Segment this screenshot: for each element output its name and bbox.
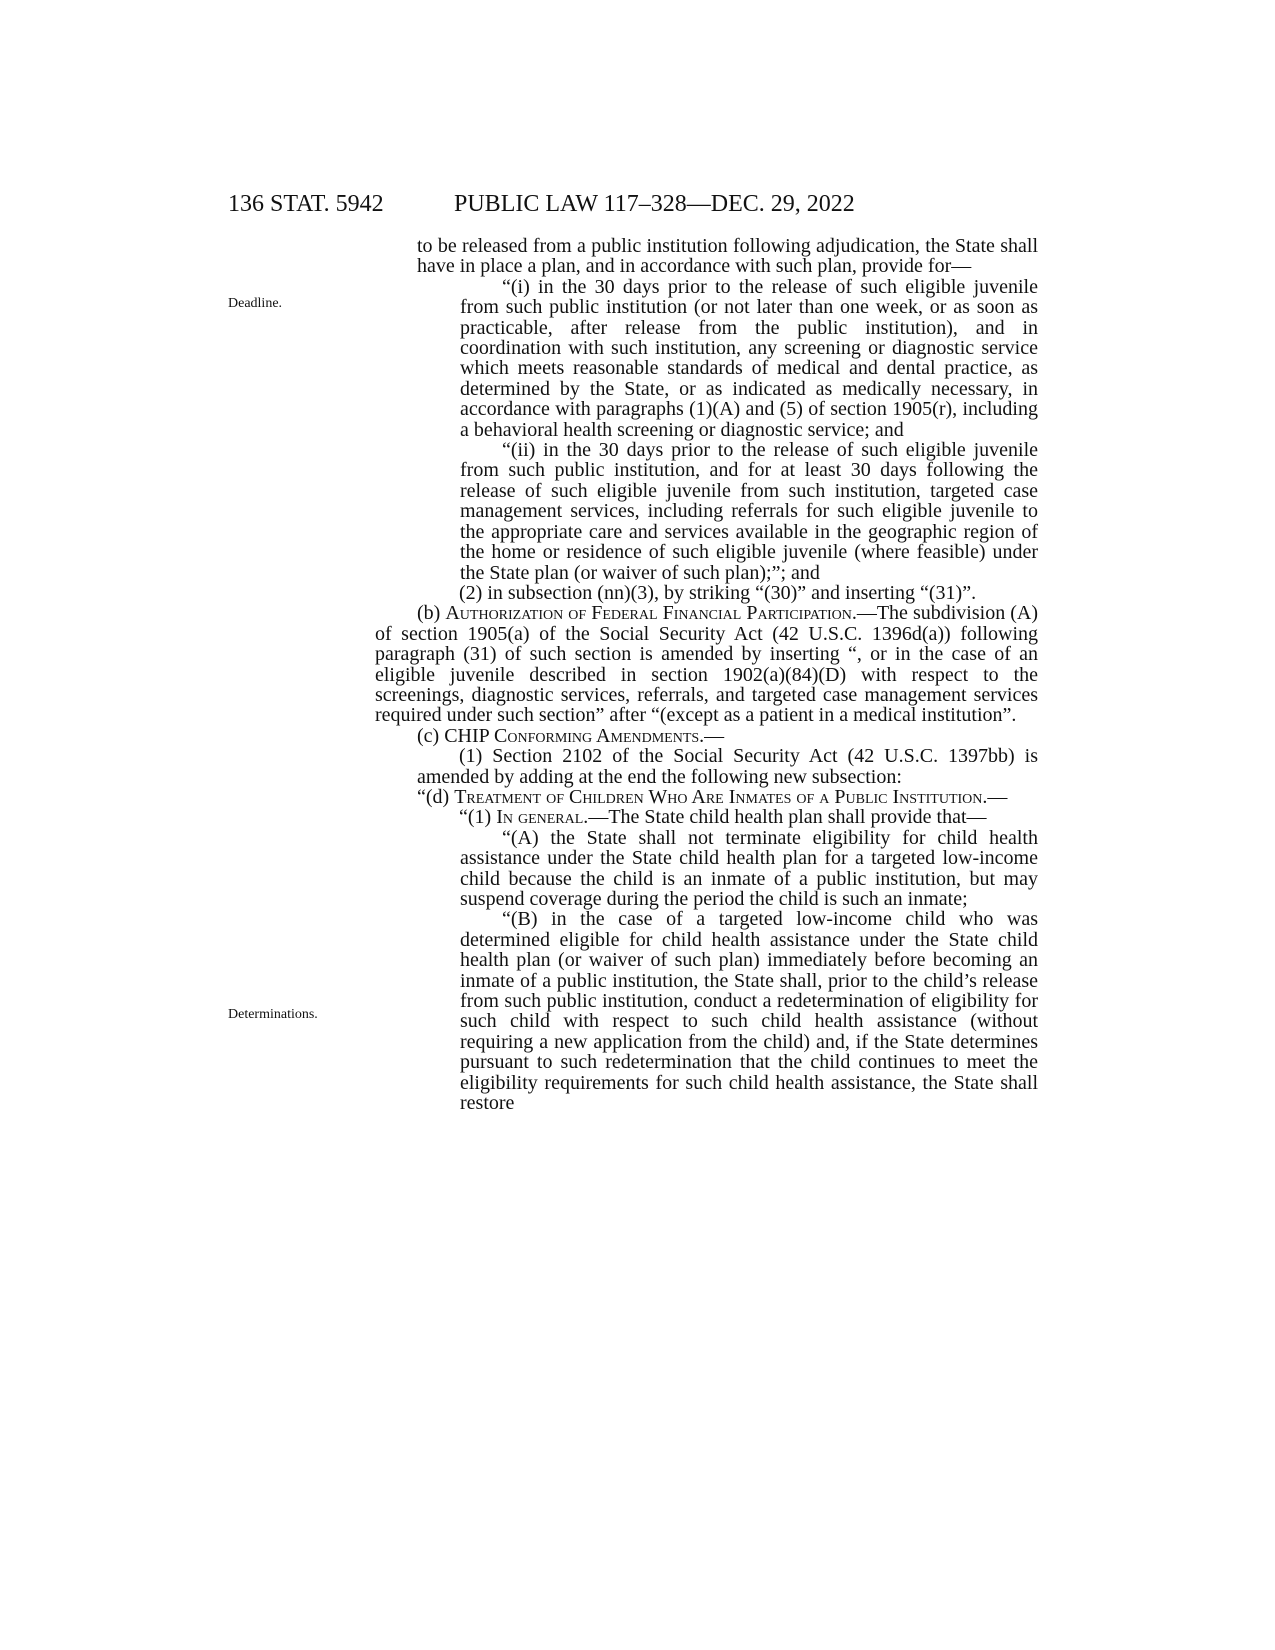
subsection-d-heading: Treatment of Children Who Are Inmates of a Public Institution.— (454, 785, 1008, 808)
paragraph-2: (2) in subsection (nn)(3), by striking “(30)” and inserting “(31)”. (459, 581, 977, 604)
subsection-c-heading: Conforming Amendments.— (494, 724, 725, 747)
subsection-d-lead: “(d) (417, 785, 455, 808)
subsection-b-text: The subdivision (A) of section 1905(a) of the Social Security Act (42 U.S.C. 1396d(a)) following paragraph (31) of such section is amended by inserting “, or in the case of an eligible juvenile described in section 1902(a)(84)(D) with respect to the screenings, diagnostic services, referrals, and targeted case management services required under such section” after “(except as a patient in a medical institution”. (375, 602, 1038, 727)
paragraph-d1-heading: In general. (496, 806, 589, 829)
margin-note-determinations: Determinations. (228, 1007, 318, 1022)
paragraph-d1-text: —The State child health plan shall provide that— (588, 806, 987, 829)
subsection-c-lead: (c) CHIP (417, 724, 495, 747)
margin-note-deadline: Deadline. (228, 296, 283, 311)
paragraph-d1 (375, 807, 1038, 827)
subparagraph-B: “(B) in the case of a targeted low-income child who was determined eligible for child health assistance under the State child health plan (or waiver of such plan) immediately before becoming an inmate of a public institution, the State shall, prior to the child’s release from such public institution, conduct a redetermination of eligibility for such child with respect to such child health assistance (without requiring a new application from the child) and, if the State determines pursuant to such redetermination that the child continues to meet the eligibility requirements for such child health assistance, the State shall restore (460, 908, 1038, 1115)
subsection-b-heading: Authorization of Federal Financial Participation.— (445, 602, 877, 625)
clause-ii: “(ii) in the 30 days prior to the release of such eligible juvenile from such public institution, and for at least 30 days following the release of such eligible juvenile from such institution, targeted case management services, including referrals for such eligible juvenile to the appropriate care and services available in the geographic region of the home or residence of such eligible juvenile (where feasible) under the State plan (or waiver of such plan);”; and (460, 439, 1038, 584)
paragraph-d1-lead: “(1) (459, 806, 497, 829)
paragraph-1: (1) Section 2102 of the Social Security Act (42 U.S.C. 1397bb) is amended by adding at the end the following new subsection: (417, 745, 1038, 788)
body-text (375, 236, 1038, 1113)
subsection-c (375, 726, 1038, 746)
paragraph: to be released from a public institution following adjudication, the State shall have in place a plan, and in accordance with such plan, provide for— (417, 235, 1038, 278)
subsection-b-lead: (b) (417, 602, 446, 625)
clause-i: “(i) in the 30 days prior to the release of such eligible juvenile from such public institution (or not later than one week, or as soon as practicable, after release from the public institution), and in coordination with such institution, any screening or diagnostic service which meets reasonable standards of medical and dental practice, as determined by the State, or as indicated as medically necessary, in accordance with paragraphs (1)(A) and (5) of section 1905(r), including a behavioral health screening or diagnostic service; and (460, 275, 1038, 441)
subparagraph-A: “(A) the State shall not terminate eligibility for child health assistance under the State child health plan for a targeted low-income child because the child is an inmate of a public institution, but may suspend coverage during the period the child is such an inmate; (460, 826, 1038, 910)
running-head: PUBLIC LAW 117–328—DEC. 29, 2022 (454, 191, 855, 217)
page-number: 136 STAT. 5942 (228, 191, 384, 217)
subsection-b (375, 603, 1038, 725)
subsection-d (375, 787, 1038, 807)
